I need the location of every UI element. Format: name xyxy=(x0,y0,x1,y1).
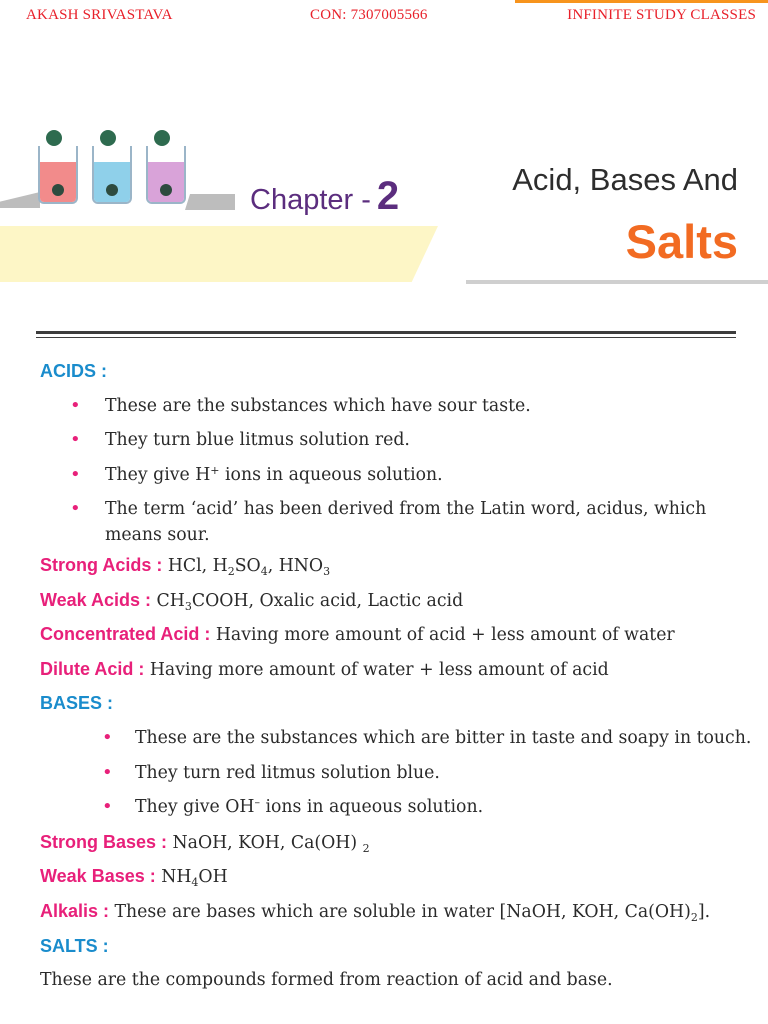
chapter-title-line2: Salts xyxy=(625,215,738,268)
bases-bullet-3-rest: ions in aqueous solution. xyxy=(259,797,484,818)
dilute-acid-value: Having more amount of water + less amount of acid xyxy=(144,659,609,680)
beaker-blue xyxy=(92,146,132,204)
bases-bullet-3-text: They give OH xyxy=(135,797,255,818)
strong-bases-line: Strong Bases : NaOH, KOH, Ca(OH) $_2$ xyxy=(40,831,370,855)
contact-number: CON: 7307005566 xyxy=(310,7,428,23)
strong-bases-label: Strong Bases : xyxy=(40,831,168,852)
salts-heading: SALTS : xyxy=(40,935,109,956)
beaker-red xyxy=(38,146,78,204)
title-underline xyxy=(466,280,768,284)
header-accent-line xyxy=(515,0,768,3)
weak-bases-value: NH xyxy=(155,867,192,888)
oh-minus-sup: – xyxy=(254,796,260,810)
strong-bases-value: NaOH, KOH, Ca(OH) xyxy=(167,832,358,853)
weak-acids-line: Weak Acids : $CH_3COOH$, Oxalic acid, Lactic acid xyxy=(40,589,464,613)
acids-heading: ACIDS : xyxy=(40,361,107,381)
institute-name: INFINITE STUDY CLASSES xyxy=(567,7,756,23)
acids-bullet-3 xyxy=(40,458,740,493)
concentrated-acid-value: Having more amount of acid + less amount of water xyxy=(210,625,675,646)
alkalis-value: These are bases which are soluble in water [NaOH, KOH, Ca(OH) xyxy=(109,901,691,922)
dilute-acid-line xyxy=(40,652,740,687)
alkalis-line: Alkalis : These are bases which are soluble in water [NaOH, KOH, $Ca(OH)_2$]. xyxy=(40,900,711,924)
weak-bases-line: Weak Bases : $NH_4OH$ xyxy=(40,866,228,890)
acids-bullet-3-text: They give H xyxy=(105,464,211,485)
chapter-title-line1: Acid, Bases And xyxy=(512,162,738,197)
weak-bases-label: Weak Bases : xyxy=(40,866,156,887)
bases-bullet-3 xyxy=(102,790,768,825)
strong-acids-label: Strong Acids : xyxy=(40,554,163,575)
alkalis-label: Alkalis : xyxy=(40,900,110,921)
bases-bullet-1: • These are the substances which are bitter in taste and soapy in touch. xyxy=(102,721,768,756)
salts-definition: These are the compounds formed from reaction of acid and base. xyxy=(40,970,613,991)
h-plus-sup: + xyxy=(210,463,220,477)
chapter-word: Chapter - xyxy=(250,184,371,216)
banner-yellow-band xyxy=(0,226,438,282)
acids-bullet-4: • The term ‘acid’ has been derived from the Latin word, acidus, which xyxy=(40,492,740,527)
chapter-banner xyxy=(0,120,768,290)
dilute-acid-label: Dilute Acid : xyxy=(40,658,145,679)
weak-acids-label: Weak Acids : xyxy=(40,589,152,610)
beaker-purple xyxy=(146,146,186,204)
acids-bullet-3-rest: ions in aqueous solution. xyxy=(219,464,443,485)
page-header xyxy=(0,0,768,34)
concentrated-acid-line xyxy=(40,617,740,652)
strong-acids-value: HCl, H xyxy=(162,555,228,576)
chapter-number: 2 xyxy=(376,174,400,218)
author-name: AKASH SRIVASTAVA xyxy=(26,7,173,23)
chapter-label xyxy=(250,174,399,219)
beakers-illustration xyxy=(30,128,190,228)
chapter-grey-bar xyxy=(185,194,235,210)
acids-bullet-4-wrap: means sour. xyxy=(105,524,210,545)
bases-heading: BASES : xyxy=(40,693,114,714)
acids-bullet-2: • They turn blue litmus solution red. xyxy=(40,423,740,458)
acids-bullet-1: • These are the substances which have sour taste. xyxy=(40,389,740,424)
concentrated-acid-label: Concentrated Acid : xyxy=(40,624,211,645)
strong-acids-line: Strong Acids : HCl, $H_2SO_4$, $HNO_3$ xyxy=(40,554,331,578)
bases-bullet-2: • They turn red litmus solution blue. xyxy=(102,756,768,791)
document-body xyxy=(40,354,752,998)
section-divider-thin xyxy=(36,337,736,338)
section-divider xyxy=(36,331,736,334)
